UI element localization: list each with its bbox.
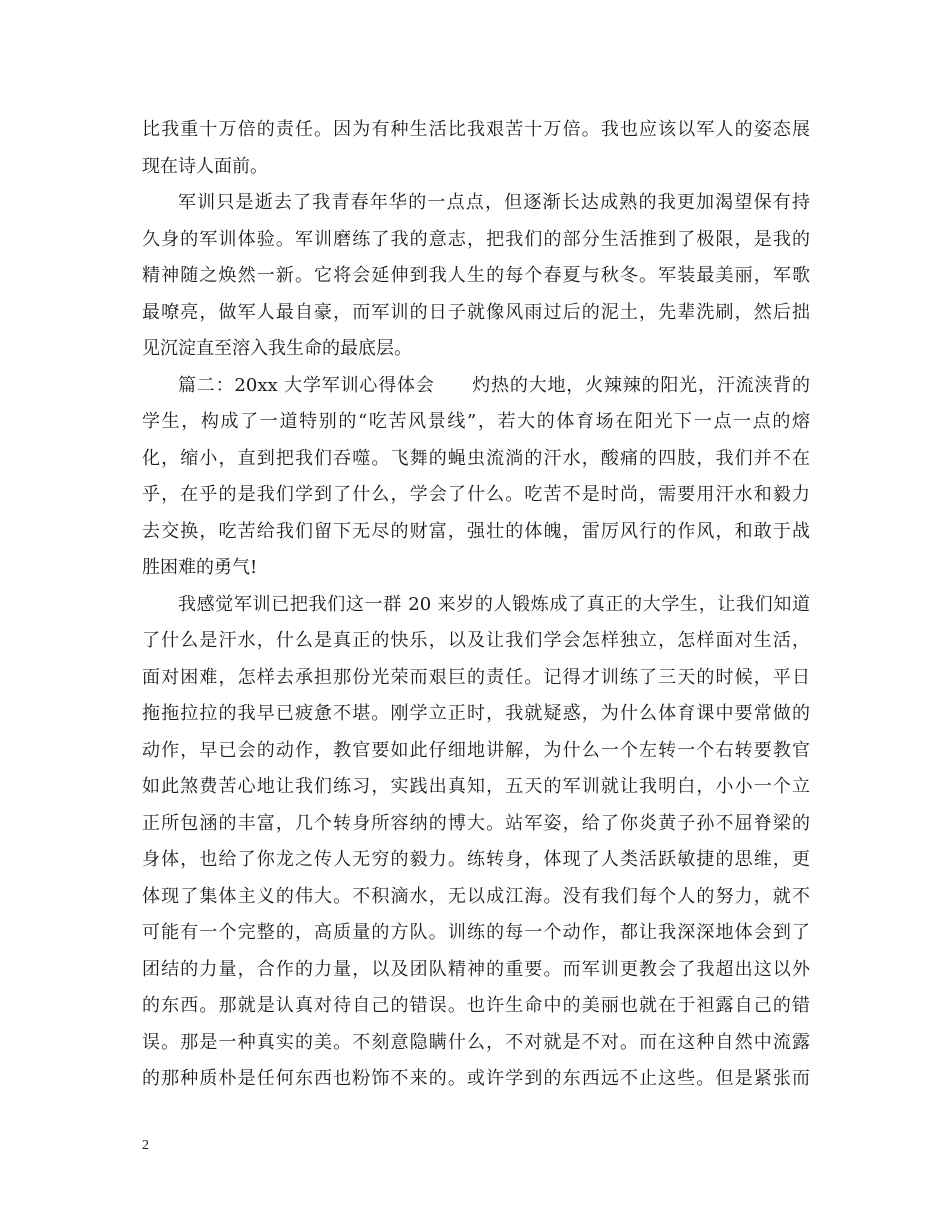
text-line: 胜困难的勇气! [142, 557, 258, 578]
text-line: 的东西。那就是认真对待自己的错误。也许生命中的美丽也就在于袒露自己的错 [142, 995, 810, 1016]
text-line: 我感觉军训已把我们这一群 20 来岁的人锻炼成了真正的大学生，让我们知道 [178, 593, 810, 615]
text-line: 了什么是汗水，什么是真正的快乐，以及让我们学会怎样独立，怎样面对生活， [142, 630, 810, 651]
text-line: 篇二：20xx 大学军训心得体会 灼热的大地，火辣辣的阳光，汗流浃背的 [178, 374, 810, 396]
text-line: 如此煞费苦心地让我们练习，实践出真知，五天的军训就让我明白，小小一个立 [142, 776, 810, 797]
text-line: 去交换，吃苦给我们留下无尽的财富，强壮的体魄，雷厉风行的作风，和敢于战 [142, 520, 810, 542]
text-line: 精神随之焕然一新。它将会延伸到我人生的每个春夏与秋冬。军装最美丽，军歌 [142, 265, 810, 286]
text-line: 乎，在乎的是我们学到了什么，学会了什么。吃苦不是时尚，需要用汗水和毅力 [142, 484, 810, 505]
text-line: 面对困难，怎样去承担那份光荣而艰巨的责任。记得才训练了三天的时候，平日 [142, 666, 810, 688]
body-text [142, 112, 810, 1098]
text-line: 拖拖拉拉的我早已疲惫不堪。刚学立正时，我就疑惑，为什么体育课中要常做的 [142, 703, 810, 724]
text-line: 身体，也给了你龙之传人无穷的毅力。练转身，体现了人类活跃敏捷的思维，更 [142, 849, 810, 870]
text-line: 比我重十万倍的责任。因为有种生活比我艰苦十万倍。我也应该以军人的姿态展 [142, 119, 810, 140]
text-line: 军训只是逝去了我青春年华的一点点，但逐渐长达成熟的我更加渴望保有持 [178, 192, 810, 213]
text-line: 体现了集体主义的伟大。不积滴水，无以成江海。没有我们每个人的努力，就不 [142, 885, 810, 907]
text-line: 正所包涵的丰富，几个转身所容纳的博大。站军姿，给了你炎黄子孙不屈脊梁的 [142, 812, 810, 834]
text-line: 现在诗人面前。 [142, 155, 268, 177]
text-line: 见沉淀直至溶入我生命的最底层。 [142, 338, 412, 359]
text-line: 化，缩小，直到把我们吞噬。飞舞的蝇虫流淌的汗水，酸痛的四肢，我们并不在 [142, 447, 810, 469]
text-line: 久身的军训体验。军训磨练了我的意志，把我们的部分生活推到了极限，是我的 [142, 228, 810, 250]
text-line: 的那种质朴是任何东西也粉饰不来的。或许学到的东西远不止这些。但是紧张而 [142, 1068, 810, 1089]
text-line: 动作，早已会的动作，教官要如此仔细地讲解，为什么一个左转一个右转要教官 [142, 739, 810, 761]
text-line: 误。那是一种真实的美。不刻意隐瞒什么，不对就是不对。而在这种自然中流露 [142, 1031, 810, 1053]
text-line: 最嘹亮，做军人最自豪，而军训的日子就像风雨过后的泥土，先辈洗刷，然后拙 [142, 301, 810, 323]
page-number: 2 [142, 1138, 149, 1153]
text-line: 学生，构成了一道特别的“吃苦风景线”，若大的体育场在阳光下一点一点的熔 [142, 411, 810, 432]
text-line: 团结的力量，合作的力量，以及团队精神的重要。而军训更教会了我超出这以外 [142, 958, 810, 980]
text-line: 可能有一个完整的，高质量的方队。训练的每一个动作，都让我深深地体会到了 [142, 922, 810, 943]
